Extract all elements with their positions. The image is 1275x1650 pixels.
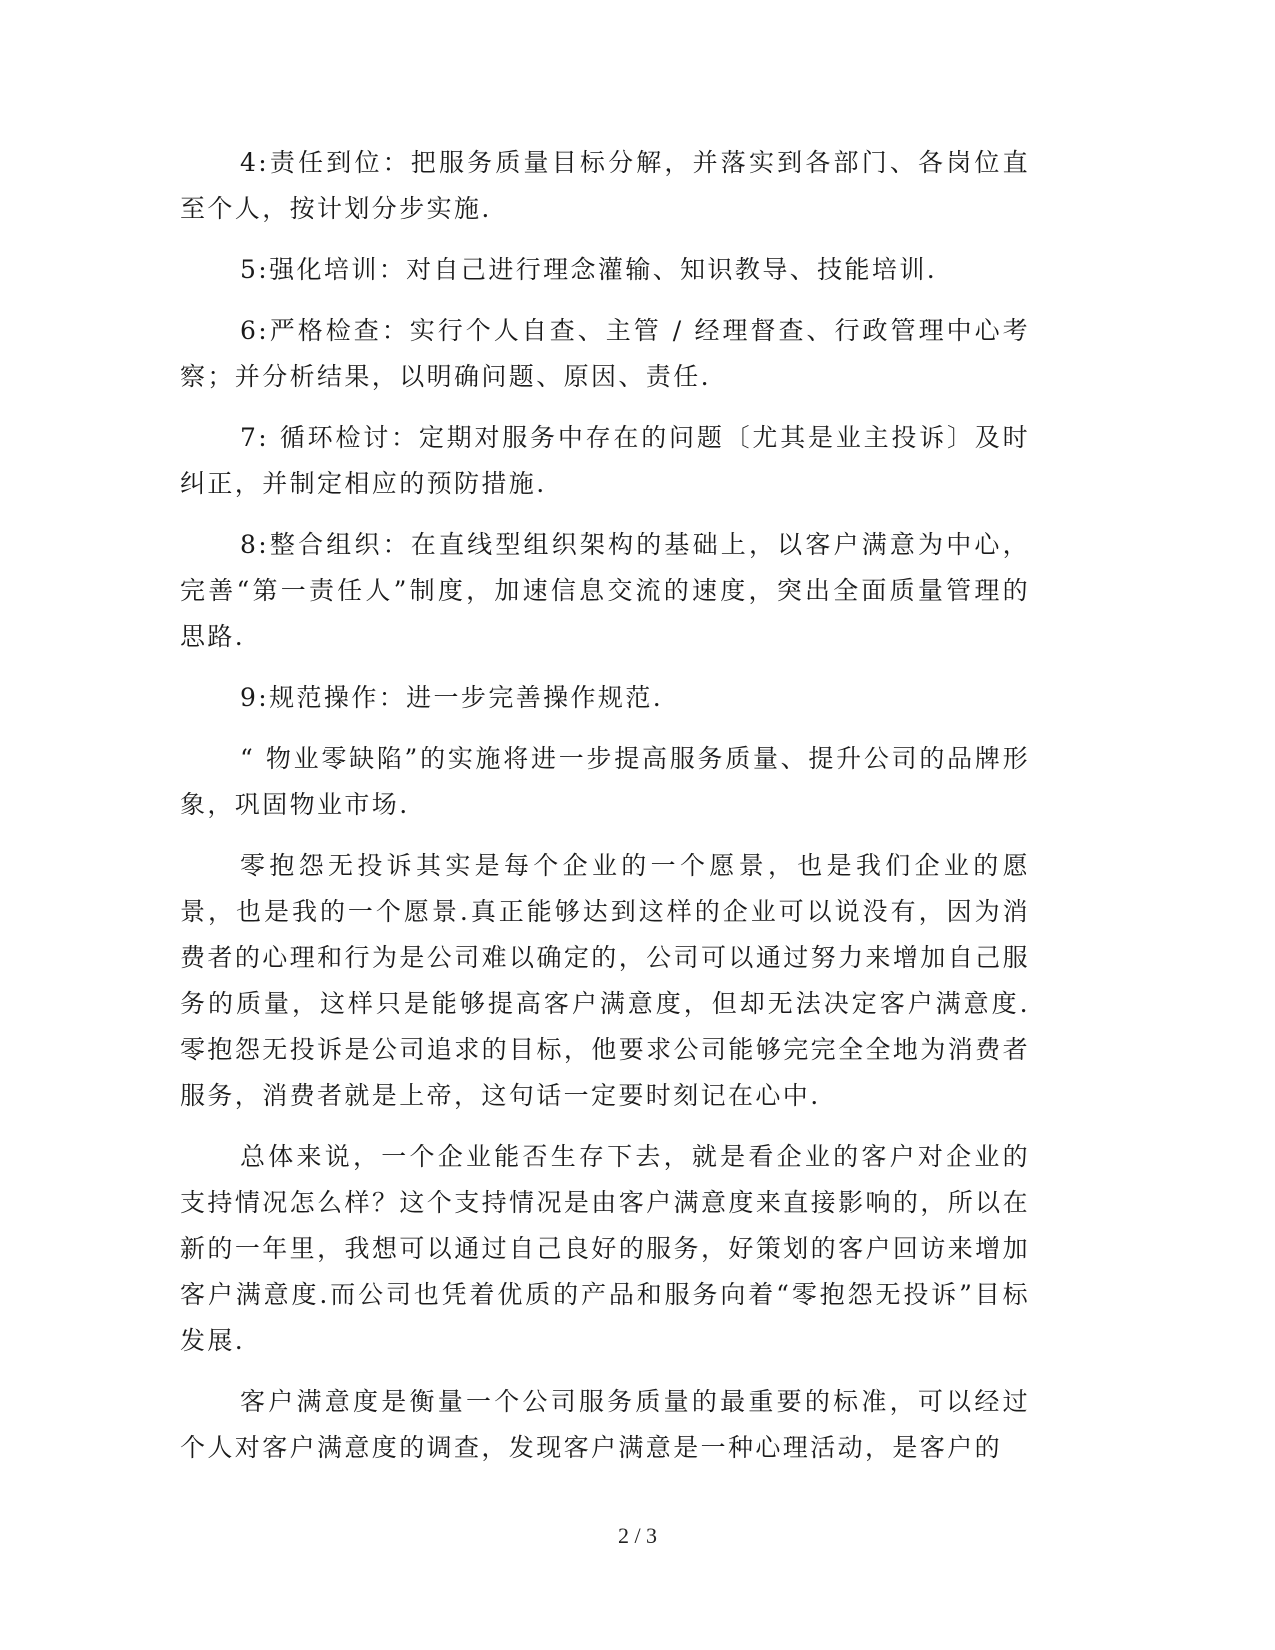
paragraph-item-7: 7: 循环检讨：定期对服务中存在的问题〔尤其是业主投诉〕及时纠正，并制定相应的预防措施. xyxy=(180,423,1030,498)
paragraph-zero-complaint: 零抱怨无投诉其实是每个企业的一个愿景，也是我们企业的愿景，也是我的一个愿景.真正能够达到这样的企业可以说没有，因为消费者的心理和行为是公司难以确定的，公司可以通过努力来增加自己服务的质量，这样只是能够提高客户满意度，但却无法决定客户满意度.零抱怨无投诉是公司追求的目标，他要求公司能够完完全全地为消费者服务，消费者就是上帝，这句话一定要时刻记在心中. xyxy=(180,851,1030,1110)
paragraph-item-6: 6:严格检查：实行个人自查、主管 / 经理督查、行政管理中心考察；并分析结果，以明确问题、原因、责任. xyxy=(180,316,1030,391)
paragraph-item-8: 8:整合组织：在直线型组织架构的基础上，以客户满意为中心，完善“第一责任人”制度，加速信息交流的速度，突出全面质量管理的思路. xyxy=(180,530,1030,651)
paragraph-satisfaction: 客户满意度是衡量一个公司服务质量的最重要的标准，可以经过个人对客户满意度的调查，发现客户满意是一种心理活动，是客户的 xyxy=(180,1387,1030,1462)
paragraph-item-4: 4:责任到位：把服务质量目标分解，并落实到各部门、各岗位直至个人，按计划分步实施. xyxy=(180,148,1030,223)
paragraph-summary: 总体来说，一个企业能否生存下去，就是看企业的客户对企业的支持情况怎么样？这个支持情况是由客户满意度来直接影响的，所以在新的一年里，我想可以通过自己良好的服务，好策划的客户回访来增加客户满意度.而公司也凭着优质的产品和服务向着“零抱怨无投诉”目标发展. xyxy=(180,1142,1030,1355)
paragraph-item-9: 9:规范操作：进一步完善操作规范. xyxy=(240,683,664,712)
paragraph-item-5: 5:强化培训：对自己进行理念灌输、知识教导、技能培训. xyxy=(240,255,938,284)
document-body xyxy=(180,140,1030,1486)
page-number: 2 / 3 xyxy=(617,1523,658,1548)
paragraph-zero-defect: “ 物业零缺陷”的实施将进一步提高服务质量、提升公司的品牌形象，巩固物业市场. xyxy=(180,744,1030,819)
